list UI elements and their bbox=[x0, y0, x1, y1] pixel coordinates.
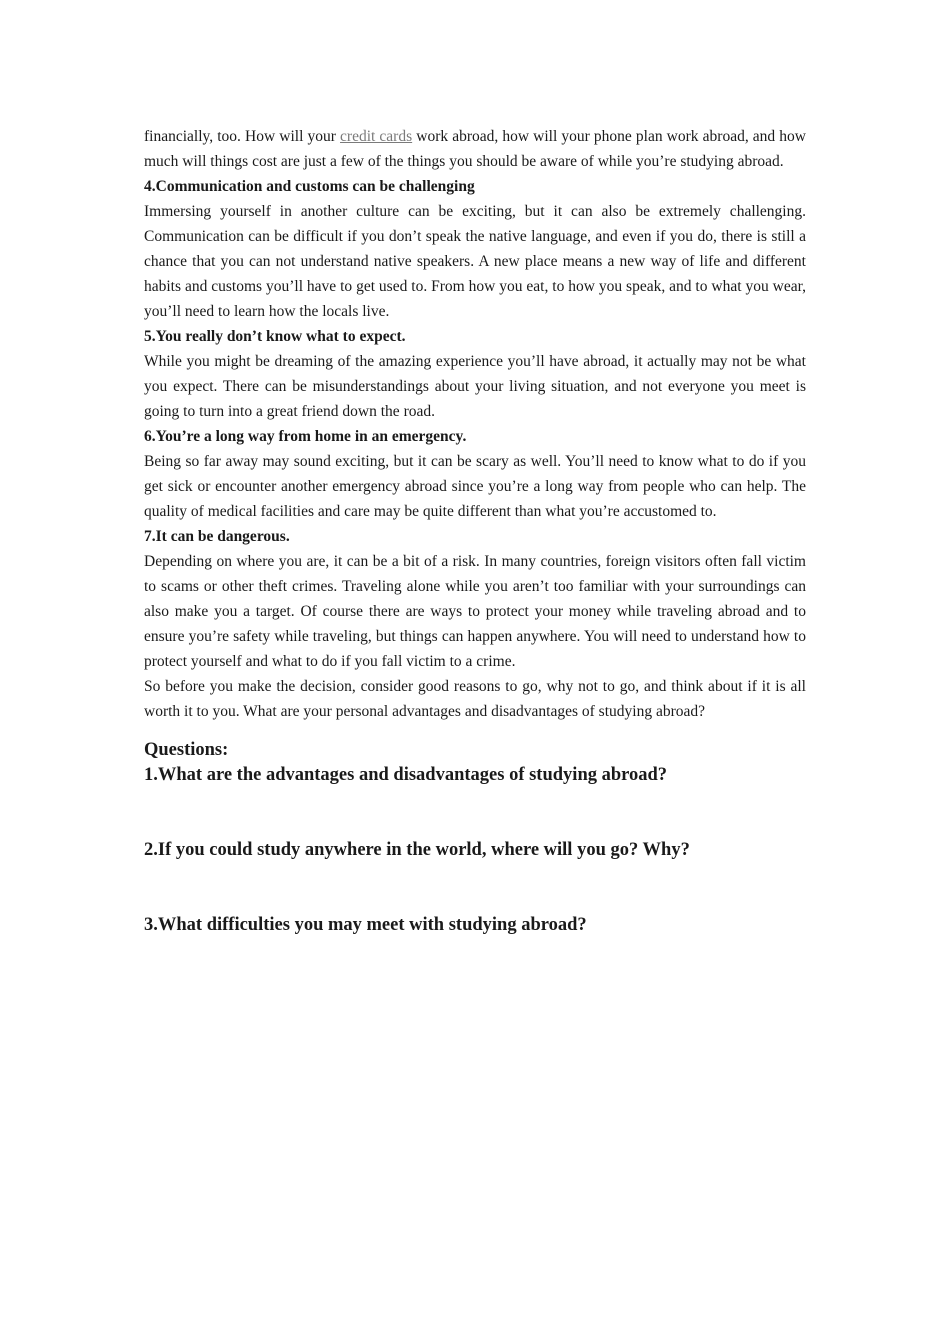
question-item: 3.What difficulties you may meet with studying abroad? bbox=[144, 915, 587, 935]
question-item: 2.If you could study anywhere in the world, where will you go? Why? bbox=[144, 840, 690, 860]
section-body-7: Depending on where you are, it can be a bit of a risk. In many countries, foreign visitors often fall victim to scams or other theft crimes. Traveling alone while you aren’t too familiar with your surroundings can also make you a target. Of course there are ways to protect your money while traveling abroad and to ensure you’re safety while traveling, but things can happen anywhere. You will need to understand how to protect yourself and what to do if you fall victim to a crime. bbox=[144, 553, 806, 670]
section-body-6: Being so far away may sound exciting, but it can be scary as well. You’ll need to know what to do if you get sick or encounter another emergency abroad since you’re a long way from people who can help. The quality of medical facilities and care may be quite different than what you’re accustomed to. bbox=[144, 453, 806, 520]
section-heading-5: 5.You really don’t know what to expect. bbox=[144, 328, 406, 345]
section-body-4: Immersing yourself in another culture can be exciting, but it can also be extremely challenging. Communication can be difficult if you don’t speak the native language, and even if you do, there is still a chance that you can not understand native speakers. A new place means a new way of life and different habits and customs you’ll have to get used to. From how you eat, to how you speak, and to what you wear, you’ll need to learn how the locals live. bbox=[144, 203, 806, 320]
document-page bbox=[144, 124, 806, 988]
questions-title: Questions: bbox=[144, 740, 229, 760]
intro-text-before-link: financially, too. How will your bbox=[144, 128, 341, 145]
conclusion-paragraph: So before you make the decision, consider good reasons to go, why not to go, and think about if it is all worth it to you. What are your personal advantages and disadvantages of studying abroad? bbox=[144, 678, 806, 720]
questions-section bbox=[144, 738, 806, 938]
section-heading-6: 6.You’re a long way from home in an emergency. bbox=[144, 428, 467, 445]
section-heading-7: 7.It can be dangerous. bbox=[144, 528, 290, 545]
section-body-5: While you might be dreaming of the amazing experience you’ll have abroad, it actually may not be what you expect. There can be misunderstandings about your living situation, and not everyone you meet is going to turn into a great friend down the road. bbox=[144, 353, 806, 420]
intro-paragraph bbox=[144, 124, 806, 174]
credit-cards-link[interactable]: credit cards bbox=[340, 128, 413, 145]
section-heading-4: 4.Communication and customs can be challenging bbox=[144, 178, 475, 195]
question-item: 1.What are the advantages and disadvantages of studying abroad? bbox=[144, 765, 668, 785]
intro-text-after-link: work abroad, how will your phone plan work abroad, and how much will things cost are just a few of the things you should be aware of while you’re studying abroad. bbox=[144, 128, 806, 170]
